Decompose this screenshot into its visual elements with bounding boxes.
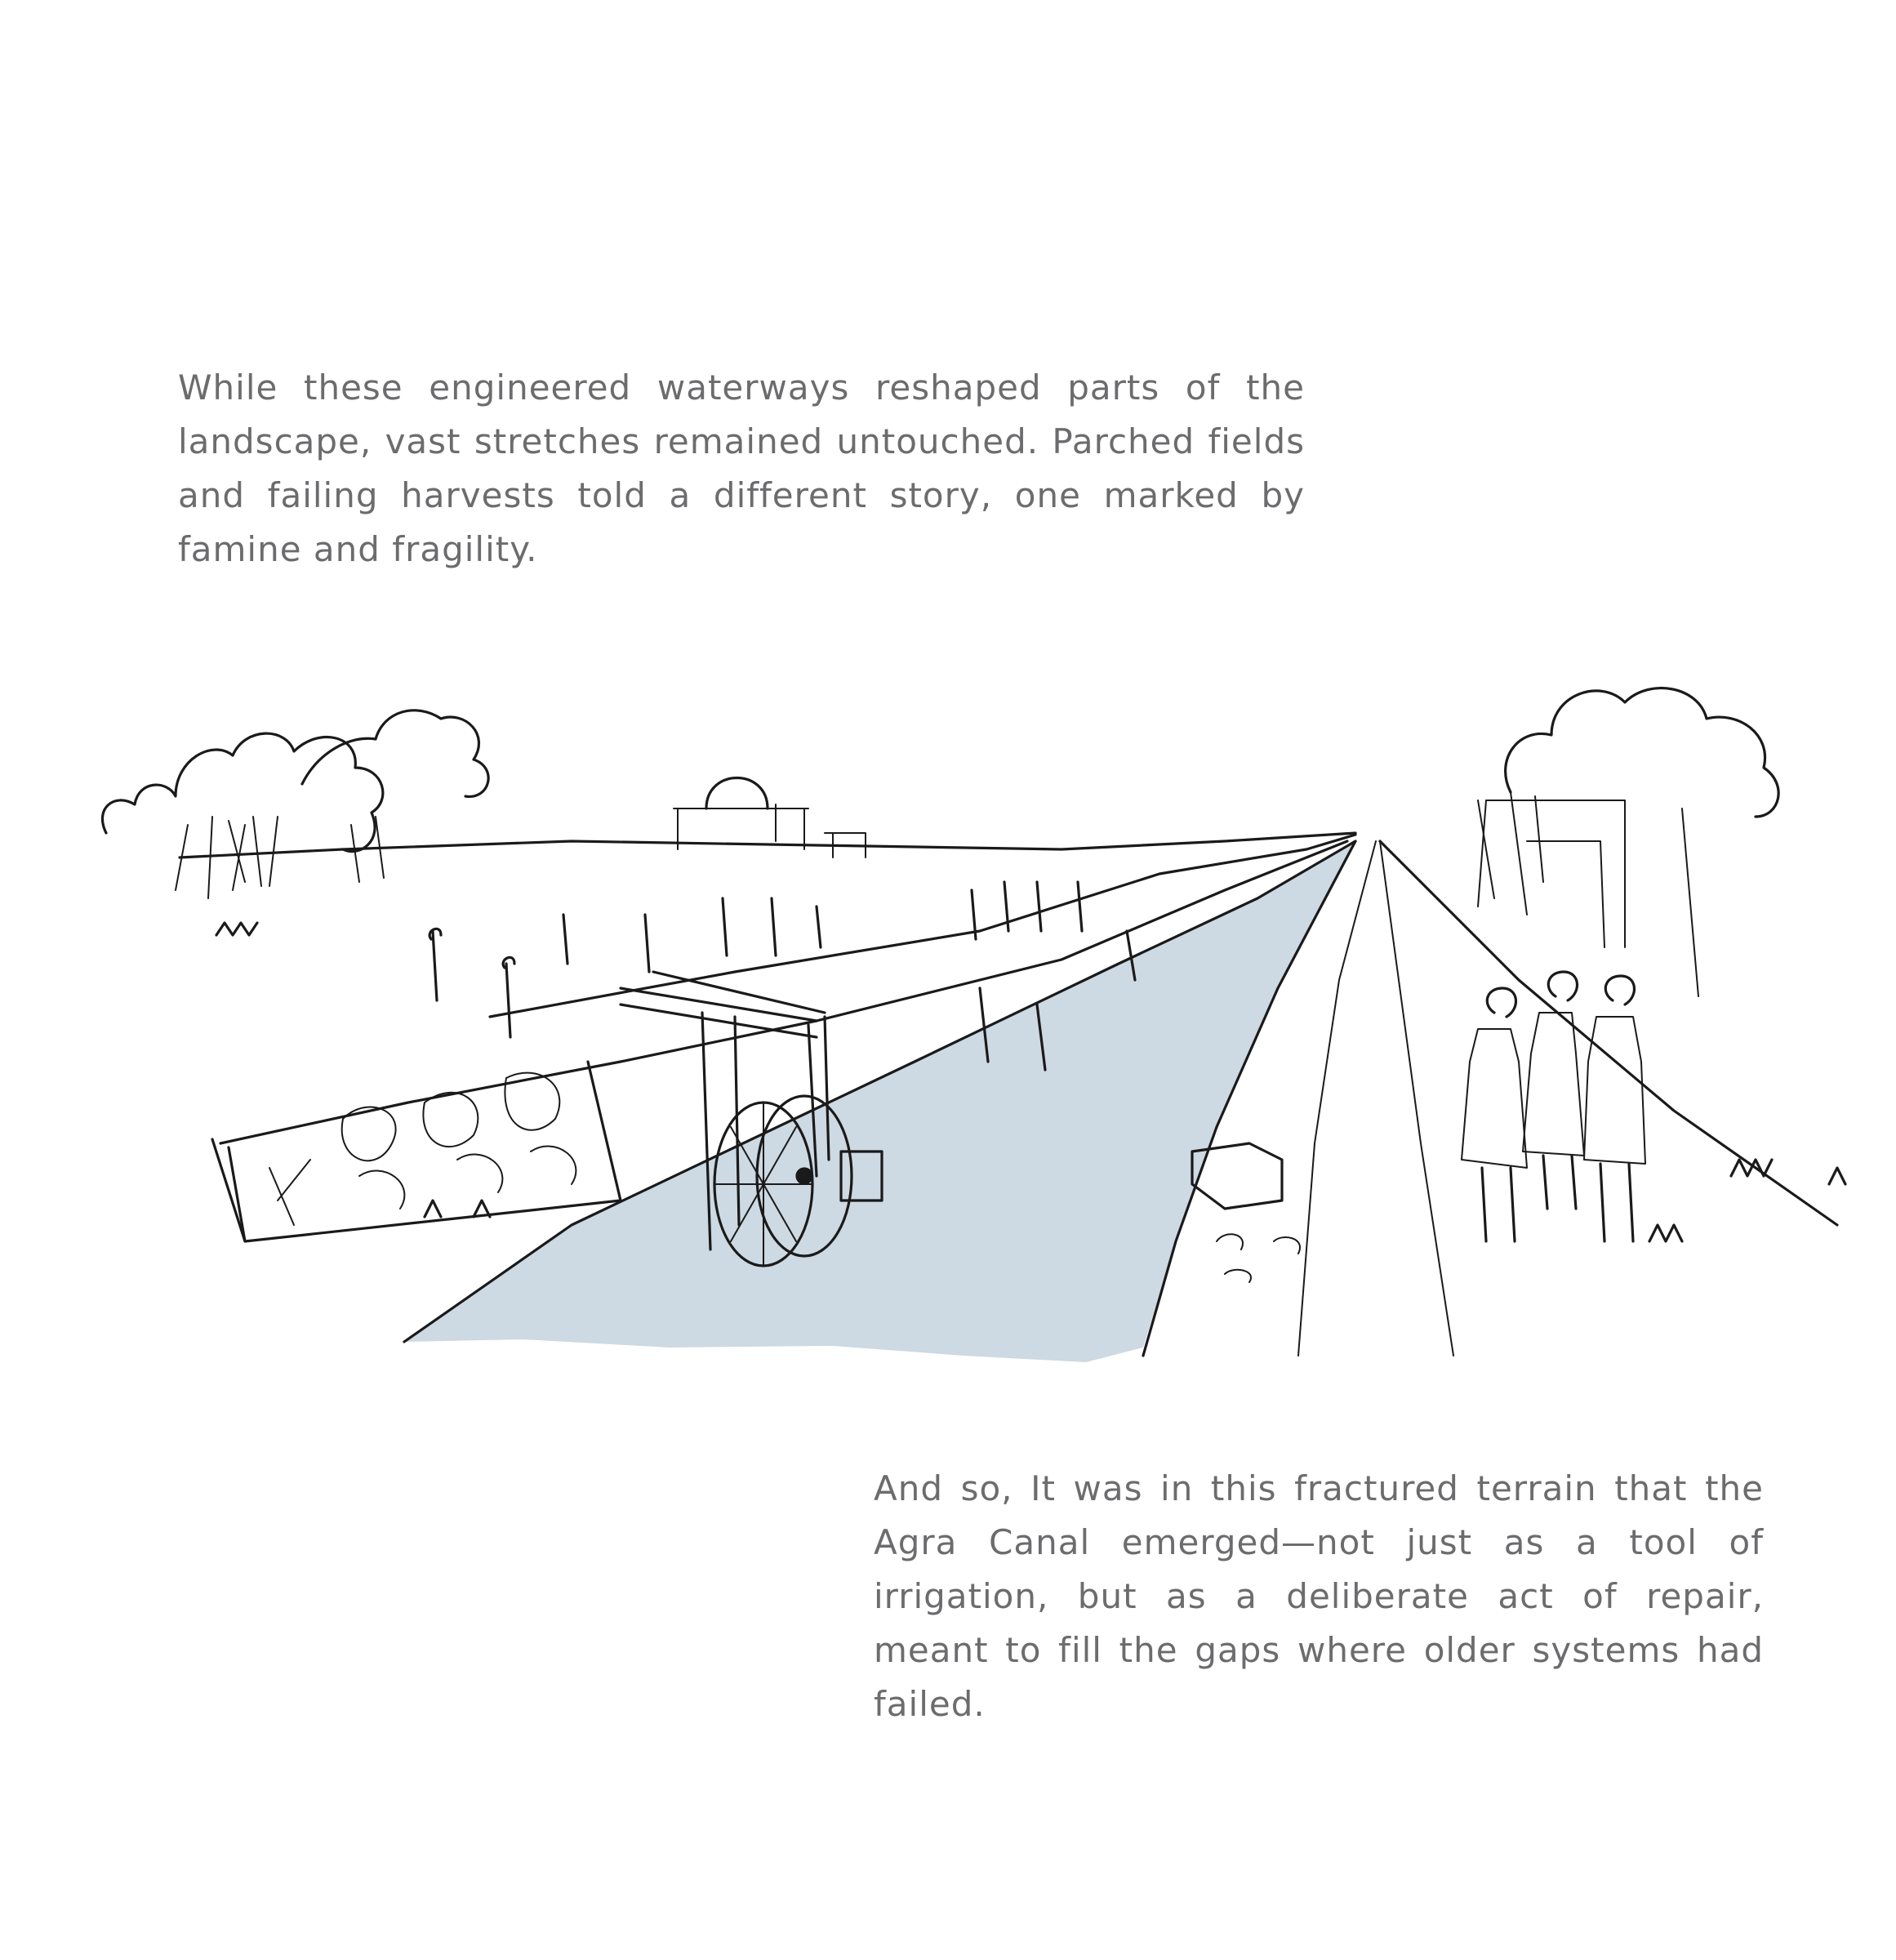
bank-objects [1192,1143,1300,1282]
trees-left [102,710,488,898]
stone-wall [212,1062,621,1241]
walking-figures [1462,972,1645,1241]
intro-paragraph: While these engineered waterways reshaped parts of the landscape, vast stretches remained untouched. Parched fields and failing harvests told a different story, one marked by famine and fragility. [178,368,1305,569]
trees-right [1478,688,1778,996]
agra-canal-paragraph: And so, It was in this fractured terrain that the Agra Canal emerged—not just as a tool of irrigation, but as a deliberate act of repair, meant to fill the gaps where older systems had failed. [874,1468,1764,1724]
